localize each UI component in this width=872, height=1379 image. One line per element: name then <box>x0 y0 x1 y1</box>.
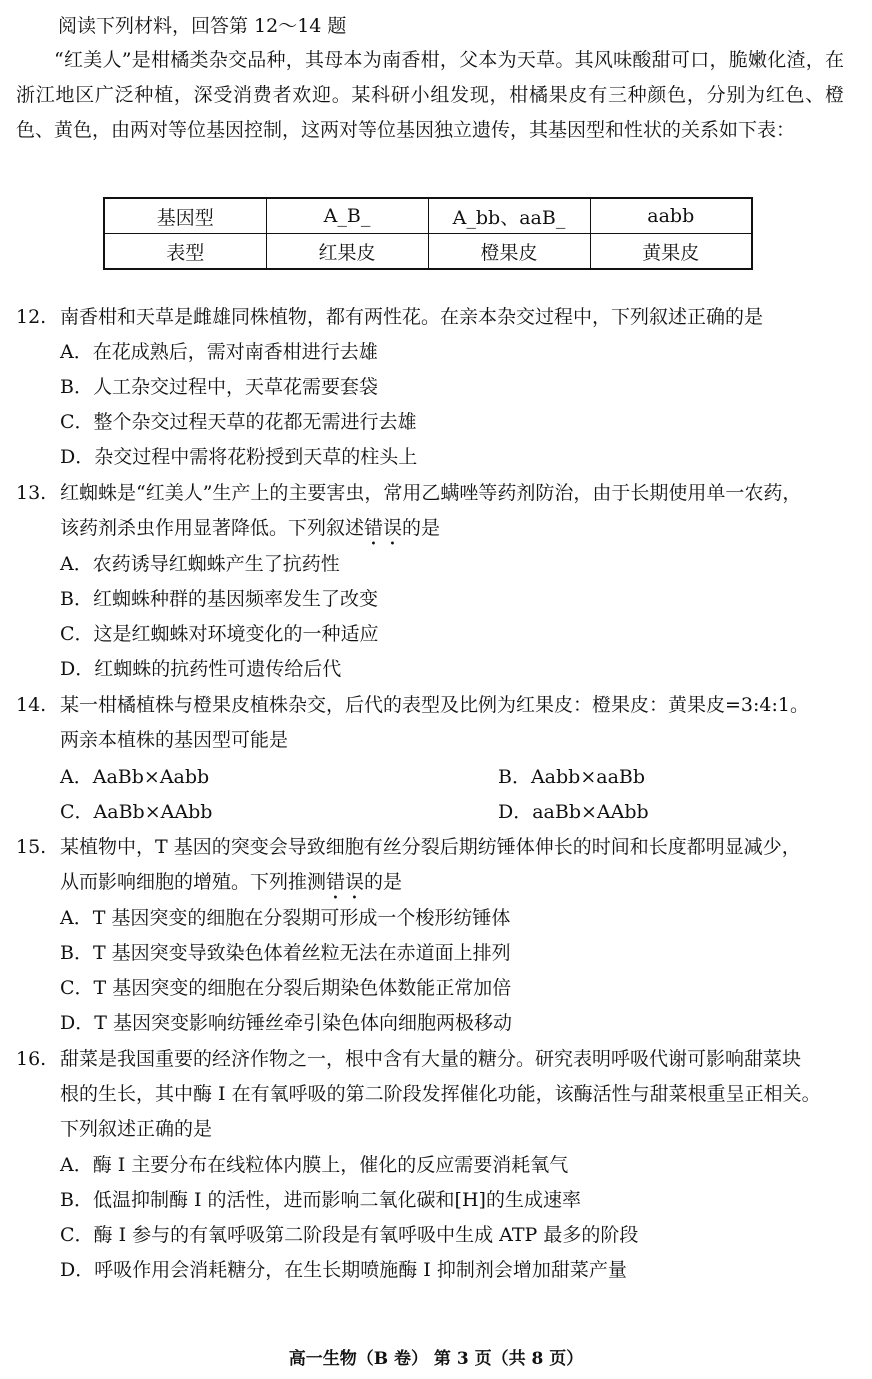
question-15-option-a: A．T 基因突变的细胞在分裂期可形成一个梭形纺锤体 <box>60 907 511 929</box>
question-14-option-b: B．Aabb×aaBb <box>498 766 646 788</box>
question-12-stem: 12. 南香柑和天草是雌雄同株植物，都有两性花。在亲本杂交过程中，下列叙述正确的是 <box>16 306 764 328</box>
question-14-option-a: A．AaBb×Aabb <box>60 766 210 788</box>
table-cell: 橙果皮 <box>428 234 590 270</box>
page-footer: 高一生物（B 卷） 第 3 页（共 8 页） <box>288 1349 584 1369</box>
question-12-option-a: A．在花成熟后，需对南香柑进行去雄 <box>60 341 378 363</box>
table-row <box>104 234 752 270</box>
question-13-option-b: B．红蜘蛛种群的基因频率发生了改变 <box>60 588 378 610</box>
table-cell: 表型 <box>104 234 266 270</box>
question-12-option-c: C．整个杂交过程天草的花都无需进行去雄 <box>60 411 417 433</box>
question-14-stem: 14. 某一柑橘植株与橙果皮植株杂交，后代的表型及比例为红果皮：橙果皮：黄果皮=3:4:1。 <box>16 694 809 716</box>
question-16-option-d: D．呼吸作用会消耗糖分，在生长期喷施酶 I 抑制剂会增加甜菜产量 <box>60 1259 627 1281</box>
question-13-option-d: D．红蜘蛛的抗药性可遗传给后代 <box>60 658 342 680</box>
question-16-stem-cont2: 下列叙述正确的是 <box>60 1118 213 1140</box>
table-row <box>104 198 752 234</box>
question-13-stem-cont: 该药剂杀虫作用显著降低。下列叙述错误的是 <box>60 517 441 539</box>
question-13-stem: 13. 红蜘蛛是“红美人”生产上的主要害虫，常用乙螨唑等药剂防治，由于长期使用单一农药， <box>16 482 802 504</box>
question-15-stem-cont: 从而影响细胞的增殖。下列推测错误的是 <box>60 871 403 893</box>
question-16-stem-cont: 根的生长，其中酶 I 在有氧呼吸的第二阶段发挥催化功能，该酶活性与甜菜根重呈正相关。 <box>60 1083 821 1105</box>
question-16-option-b: B．低温抑制酶 I 的活性，进而影响二氧化碳和[H]的生成速率 <box>60 1189 581 1211</box>
question-16-option-a: A．酶 I 主要分布在线粒体内膜上，催化的反应需要消耗氧气 <box>60 1154 569 1176</box>
question-13-option-c: C．这是红蜘蛛对环境变化的一种适应 <box>60 623 379 645</box>
question-16-option-c: C．酶 I 参与的有氧呼吸第二阶段是有氧呼吸中生成 ATP 最多的阶段 <box>60 1224 639 1246</box>
table-cell: 基因型 <box>104 198 266 234</box>
question-13-option-a: A．农药诱导红蜘蛛产生了抗药性 <box>60 553 340 575</box>
question-12-option-b: B．人工杂交过程中，天草花需要套袋 <box>60 376 378 398</box>
table-cell: aabb <box>590 198 752 234</box>
table-cell: 黄果皮 <box>590 234 752 270</box>
table-cell: 红果皮 <box>266 234 428 270</box>
question-14-option-c: C．AaBb×AAbb <box>60 801 213 823</box>
question-14-stem-cont: 两亲本植株的基因型可能是 <box>60 729 289 751</box>
table-cell: A_bb、aaB_ <box>428 198 590 234</box>
genotype-table <box>103 197 753 270</box>
question-15-option-c: C．T 基因突变的细胞在分裂后期染色体数能正常加倍 <box>60 977 512 999</box>
intro-heading: 阅读下列材料，回答第 12～14 题 <box>58 15 347 37</box>
question-14-option-d: D．aaBb×AAbb <box>498 801 649 823</box>
intro-paragraph: “红美人”是柑橘类杂交品种，其母本为南香柑，父本为天草。其风味酸甜可口，脆嫩化渣，在浙江地区广泛种植，深受消费者欢迎。某科研小组发现，柑橘果皮有三种颜色，分别为红色、橙色、黄色，由两对等位基因控制，这两对等位基因独立遗传，其基因型和性状的关系如下表： <box>16 49 844 141</box>
question-16-stem: 16. 甜菜是我国重要的经济作物之一，根中含有大量的糖分。研究表明呼吸代谢可影响甜菜块 <box>16 1048 802 1070</box>
question-15-option-b: B．T 基因突变导致染色体着丝粒无法在赤道面上排列 <box>60 942 511 964</box>
question-15-stem: 15. 某植物中，T 基因的突变会导致细胞有丝分裂后期纺锤体伸长的时间和长度都明显减少， <box>16 836 801 858</box>
table-cell: A_B_ <box>266 198 428 234</box>
question-15-option-d: D．T 基因突变影响纺锤丝牵引染色体向细胞两极移动 <box>60 1012 512 1034</box>
question-12-option-d: D．杂交过程中需将花粉授到天草的柱头上 <box>60 446 418 468</box>
